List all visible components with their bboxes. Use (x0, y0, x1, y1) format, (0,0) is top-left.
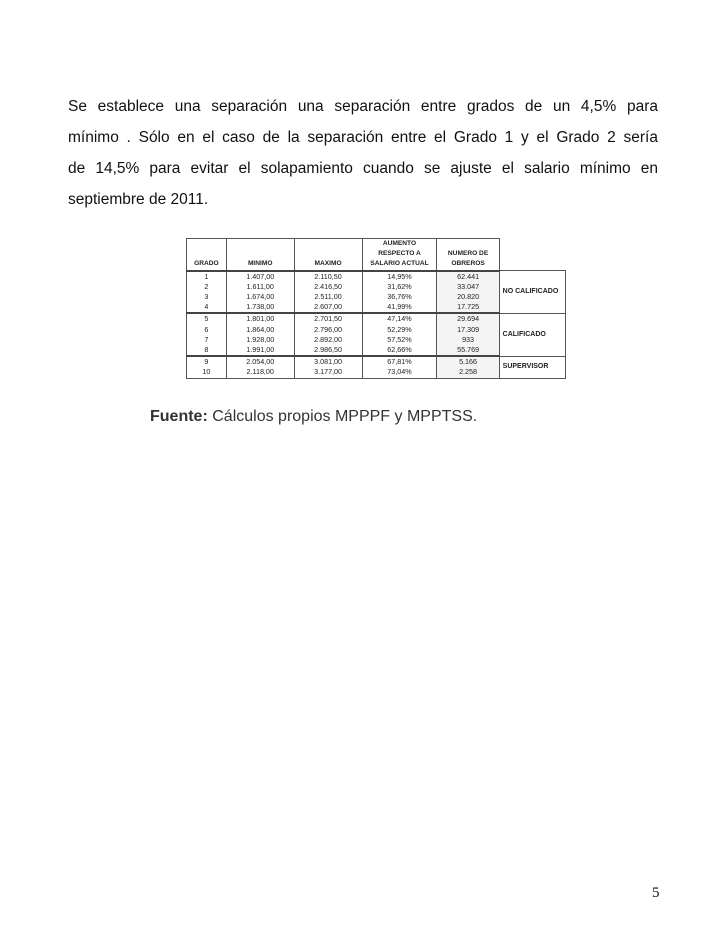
cell-maximo: 2.416,50 (294, 282, 362, 292)
cell-obreros: 20.820 (437, 292, 499, 302)
paragraph-line: Se establece una separación una separación entre grados de un 4,5% para (68, 98, 658, 115)
cell-aumento: 62,66% (362, 345, 437, 356)
cell-maximo: 2.607,00 (294, 302, 362, 313)
cell-aumento: 47,14% (362, 313, 437, 324)
table-row (187, 356, 566, 367)
paragraph-line: mínimo . Sólo en el caso de la separación entre el Grado 1 y el Grado 2 sería (68, 129, 658, 146)
cell-minimo: 1.611,00 (226, 282, 294, 292)
cell-aumento: 73,04% (362, 367, 437, 378)
grade-table-body (187, 271, 566, 379)
header-numero (437, 239, 499, 271)
cell-maximo: 2.511,00 (294, 292, 362, 302)
cell-aumento: 36,76% (362, 292, 437, 302)
cell-minimo: 2.118,00 (226, 367, 294, 378)
cell-aumento: 57,52% (362, 335, 437, 345)
cell-minimo: 1.407,00 (226, 271, 294, 282)
group-label: SUPERVISOR (499, 356, 565, 378)
cell-aumento: 41,99% (362, 302, 437, 313)
salary-grade-table (186, 238, 566, 379)
cell-grado: 8 (187, 345, 227, 356)
cell-grado: 4 (187, 302, 227, 313)
header-aumento-line1: AUMENTO RESPECTO A (378, 240, 421, 258)
header-group-spacer (499, 239, 565, 271)
header-maximo: MAXIMO (294, 239, 362, 271)
cell-obreros: 2.258 (437, 367, 499, 378)
header-numero-line1: NUMERO DE (447, 250, 489, 258)
source-label: Fuente: (150, 408, 208, 425)
header-aumento-line2: SALARIO ACTUAL (370, 260, 429, 268)
cell-maximo: 2.892,00 (294, 335, 362, 345)
cell-aumento: 14,95% (362, 271, 437, 282)
group-label: CALIFICADO (499, 313, 565, 356)
cell-obreros: 55.769 (437, 345, 499, 356)
cell-grado: 1 (187, 271, 227, 282)
cell-minimo: 1.864,00 (226, 325, 294, 335)
cell-aumento: 67,81% (362, 356, 437, 367)
cell-grado: 9 (187, 356, 227, 367)
cell-minimo: 1.928,00 (226, 335, 294, 345)
table-header-row (187, 239, 566, 271)
cell-maximo: 3.177,00 (294, 367, 362, 378)
cell-grado: 7 (187, 335, 227, 345)
table-row (187, 313, 566, 324)
cell-obreros: 933 (437, 335, 499, 345)
cell-obreros: 17.725 (437, 302, 499, 313)
page-number: 5 (652, 885, 660, 901)
source-note (150, 408, 477, 426)
cell-grado: 2 (187, 282, 227, 292)
header-numero-line2: OBREROS (451, 260, 485, 268)
cell-grado: 3 (187, 292, 227, 302)
cell-maximo: 2.986,50 (294, 345, 362, 356)
grade-table (186, 238, 566, 379)
cell-obreros: 29.694 (437, 313, 499, 324)
cell-obreros: 17.309 (437, 325, 499, 335)
header-minimo: MINIMO (226, 239, 294, 271)
paragraph-line: septiembre de 2011. (68, 191, 209, 208)
paragraph-line: de 14,5% para evitar el solapamiento cuando se ajuste el salario mínimo en (68, 160, 658, 177)
cell-maximo: 2.701,50 (294, 313, 362, 324)
cell-aumento: 52,29% (362, 325, 437, 335)
cell-maximo: 3.081,00 (294, 356, 362, 367)
cell-minimo: 1.991,00 (226, 345, 294, 356)
header-grado: GRADO (187, 239, 227, 271)
group-label: NO CALIFICADO (499, 271, 565, 314)
cell-aumento: 31,62% (362, 282, 437, 292)
cell-minimo: 1.674,00 (226, 292, 294, 302)
cell-maximo: 2.796,00 (294, 325, 362, 335)
source-text: Cálculos propios MPPPF y MPPTSS. (212, 408, 478, 425)
cell-grado: 5 (187, 313, 227, 324)
cell-obreros: 5.166 (437, 356, 499, 367)
table-row (187, 271, 566, 282)
header-aumento (362, 239, 437, 271)
cell-grado: 6 (187, 325, 227, 335)
cell-obreros: 62.441 (437, 271, 499, 282)
cell-minimo: 1.801,00 (226, 313, 294, 324)
cell-minimo: 2.054,00 (226, 356, 294, 367)
body-paragraph (68, 91, 658, 215)
cell-grado: 10 (187, 367, 227, 378)
cell-minimo: 1.738,00 (226, 302, 294, 313)
cell-maximo: 2.110,50 (294, 271, 362, 282)
cell-obreros: 33.047 (437, 282, 499, 292)
